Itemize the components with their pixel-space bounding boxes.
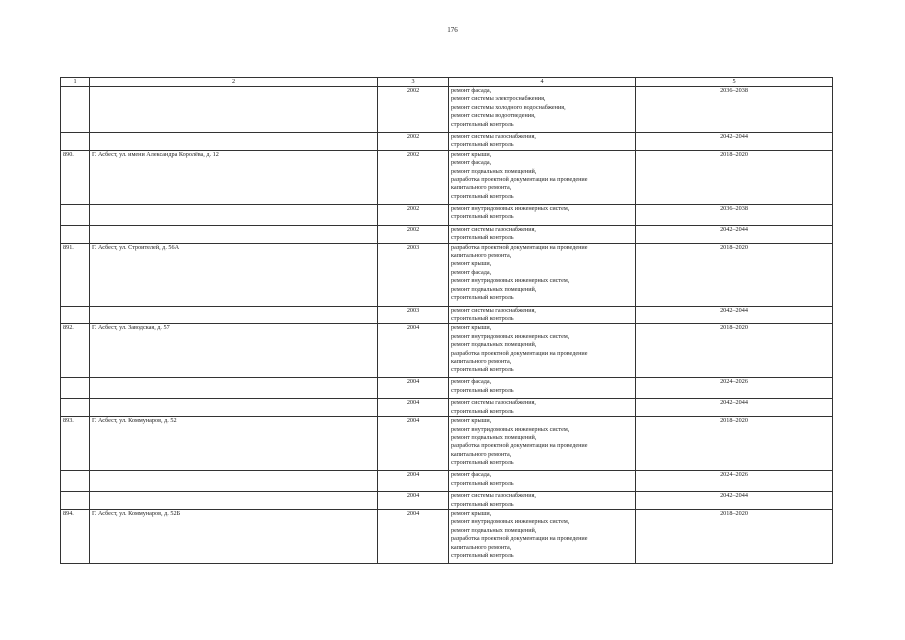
- works-cell: [449, 399, 636, 417]
- column-header-1: 1: [61, 78, 90, 87]
- commission-year-cell: 2004: [378, 471, 449, 492]
- table-row: [61, 243, 833, 306]
- commission-year-cell: 2002: [378, 204, 449, 225]
- table-row: [61, 133, 833, 151]
- work-item: строительный контроль: [451, 479, 514, 487]
- repair-period-cell: 2042–2044: [636, 306, 833, 324]
- work-item: ремонт внутридомовых инженерных систем,: [451, 277, 570, 285]
- work-item: ремонт подвальных помещений,: [451, 526, 537, 534]
- table-row: [61, 378, 833, 399]
- work-item: ремонт подвальных помещений,: [451, 167, 537, 175]
- works-cell: [449, 492, 636, 510]
- work-item: ремонт фасада,: [451, 268, 492, 276]
- work-item: ремонт фасада,: [451, 87, 492, 94]
- works-cell: [449, 378, 636, 399]
- work-item: строительный контроль: [451, 386, 514, 394]
- repair-period-cell: 2042–2044: [636, 225, 833, 243]
- commission-year-cell: 2003: [378, 243, 449, 306]
- work-item: ремонт крыши,: [451, 510, 492, 518]
- repair-period-cell: 2024–2026: [636, 378, 833, 399]
- work-item: ремонт крыши,: [451, 324, 492, 332]
- work-item: строительный контроль: [451, 459, 514, 467]
- entry-number-cell: [61, 399, 90, 417]
- table-row: [61, 87, 833, 133]
- address-cell: [90, 492, 378, 510]
- commission-year-cell: 2002: [378, 150, 449, 204]
- table-row: [61, 492, 833, 510]
- commission-year-cell: 2004: [378, 324, 449, 378]
- work-item: строительный контроль: [451, 500, 514, 508]
- address-cell: [90, 133, 378, 151]
- address-cell: [90, 378, 378, 399]
- repair-period-cell: 2042–2044: [636, 399, 833, 417]
- work-item: капитального ремонта,: [451, 543, 512, 551]
- work-item: разработка проектной документации на проведение: [451, 442, 588, 450]
- entry-number-cell: [61, 225, 90, 243]
- work-item: капитального ремонта,: [451, 450, 512, 458]
- address-cell: Г. Асбест, ул. Заводская, д. 57: [90, 324, 378, 378]
- works-cell: [449, 471, 636, 492]
- entry-number-cell: 892.: [61, 324, 90, 378]
- commission-year-cell: 2002: [378, 133, 449, 151]
- column-header-2: 2: [90, 78, 378, 87]
- address-cell: [90, 225, 378, 243]
- work-item: капитального ремонта,: [451, 252, 512, 260]
- table-row: [61, 324, 833, 378]
- work-item: ремонт внутридомовых инженерных систем,: [451, 332, 570, 340]
- column-header-5: 5: [636, 78, 833, 87]
- entry-number-cell: [61, 306, 90, 324]
- repair-period-cell: 2018–2020: [636, 324, 833, 378]
- work-item: ремонт фасада,: [451, 471, 492, 479]
- works-cell: [449, 225, 636, 243]
- table-row: [61, 225, 833, 243]
- table-row: [61, 417, 833, 471]
- work-item: ремонт системы газоснабжения,: [451, 225, 536, 233]
- address-cell: Г. Асбест, ул. Коммунаров, д. 52Б: [90, 510, 378, 564]
- entry-number-cell: 891.: [61, 243, 90, 306]
- work-item: строительный контроль: [451, 213, 514, 221]
- repair-period-cell: 2036–2038: [636, 204, 833, 225]
- work-item: ремонт подвальных помещений,: [451, 341, 537, 349]
- work-item: капитального ремонта,: [451, 184, 512, 192]
- repair-period-cell: 2018–2020: [636, 510, 833, 564]
- work-item: ремонт системы электроснабжения,: [451, 95, 546, 103]
- work-item: ремонт крыши,: [451, 260, 492, 268]
- work-item: ремонт крыши,: [451, 417, 492, 425]
- repair-period-cell: 2018–2020: [636, 150, 833, 204]
- column-header-3: 3: [378, 78, 449, 87]
- entry-number-cell: 893.: [61, 417, 90, 471]
- page-number: 176: [447, 26, 458, 34]
- table-row: [61, 471, 833, 492]
- work-item: ремонт внутридомовых инженерных систем,: [451, 425, 570, 433]
- entry-number-cell: [61, 204, 90, 225]
- table-row: [61, 399, 833, 417]
- work-item: строительный контроль: [451, 315, 514, 323]
- work-item: ремонт системы газоснабжения,: [451, 133, 536, 140]
- work-item: строительный контроль: [451, 294, 514, 302]
- work-item: ремонт системы водоотведения,: [451, 112, 536, 120]
- work-item: ремонт внутридомовых инженерных систем,: [451, 204, 570, 212]
- table-row: [61, 204, 833, 225]
- commission-year-cell: 2004: [378, 417, 449, 471]
- commission-year-cell: 2004: [378, 510, 449, 564]
- works-cell: [449, 150, 636, 204]
- work-item: строительный контроль: [451, 234, 514, 242]
- works-cell: [449, 417, 636, 471]
- commission-year-cell: 2004: [378, 399, 449, 417]
- work-item: строительный контроль: [451, 366, 514, 374]
- work-item: строительный контроль: [451, 407, 514, 415]
- works-cell: [449, 510, 636, 564]
- commission-year-cell: 2003: [378, 306, 449, 324]
- address-cell: Г. Асбест, ул. Коммунаров, д. 52: [90, 417, 378, 471]
- work-item: разработка проектной документации на проведение: [451, 243, 588, 251]
- work-item: строительный контроль: [451, 141, 514, 149]
- commission-year-cell: 2004: [378, 378, 449, 399]
- address-cell: Г. Асбест, ул. имени Александра Королёва, д. 12: [90, 150, 378, 204]
- commission-year-cell: 2002: [378, 87, 449, 133]
- repair-period-cell: 2018–2020: [636, 417, 833, 471]
- works-cell: [449, 324, 636, 378]
- work-item: строительный контроль: [451, 192, 514, 200]
- work-item: ремонт внутридомовых инженерных систем,: [451, 518, 570, 526]
- work-item: разработка проектной документации на проведение: [451, 349, 588, 357]
- work-item: строительный контроль: [451, 120, 514, 128]
- repair-period-cell: 2024–2026: [636, 471, 833, 492]
- work-item: ремонт системы газоснабжения,: [451, 399, 536, 407]
- entry-number-cell: [61, 87, 90, 133]
- work-item: ремонт системы газоснабжения,: [451, 306, 536, 314]
- table-row: [61, 306, 833, 324]
- entry-number-cell: 894.: [61, 510, 90, 564]
- work-item: строительный контроль: [451, 552, 514, 560]
- repair-period-cell: 2042–2044: [636, 133, 833, 151]
- work-item: ремонт фасада,: [451, 378, 492, 386]
- address-cell: [90, 87, 378, 133]
- capital-repair-table: [60, 77, 833, 564]
- entry-number-cell: [61, 492, 90, 510]
- table-row: [61, 510, 833, 564]
- entry-number-cell: [61, 471, 90, 492]
- works-cell: [449, 204, 636, 225]
- column-number-header-row: [61, 78, 833, 87]
- works-cell: [449, 87, 636, 133]
- work-item: капитального ремонта,: [451, 358, 512, 366]
- work-item: разработка проектной документации на проведение: [451, 176, 588, 184]
- entry-number-cell: [61, 378, 90, 399]
- repair-period-cell: 2036–2038: [636, 87, 833, 133]
- commission-year-cell: 2004: [378, 492, 449, 510]
- work-item: разработка проектной документации на проведение: [451, 535, 588, 543]
- address-cell: [90, 204, 378, 225]
- table-row: [61, 150, 833, 204]
- works-cell: [449, 243, 636, 306]
- column-header-4: 4: [449, 78, 636, 87]
- work-item: ремонт фасада,: [451, 159, 492, 167]
- work-item: ремонт системы газоснабжения,: [451, 492, 536, 500]
- address-cell: [90, 306, 378, 324]
- entry-number-cell: [61, 133, 90, 151]
- table-body: [61, 87, 833, 564]
- commission-year-cell: 2002: [378, 225, 449, 243]
- works-cell: [449, 306, 636, 324]
- work-item: ремонт подвальных помещений,: [451, 285, 537, 293]
- entry-number-cell: 890.: [61, 150, 90, 204]
- work-item: ремонт подвальных помещений,: [451, 434, 537, 442]
- address-cell: [90, 471, 378, 492]
- address-cell: Г. Асбест, ул. Строителей, д. 56А: [90, 243, 378, 306]
- address-cell: [90, 399, 378, 417]
- work-item: ремонт системы холодного водоснабжения,: [451, 103, 566, 111]
- work-item: ремонт крыши,: [451, 150, 492, 158]
- works-cell: [449, 133, 636, 151]
- repair-period-cell: 2042–2044: [636, 492, 833, 510]
- repair-period-cell: 2018–2020: [636, 243, 833, 306]
